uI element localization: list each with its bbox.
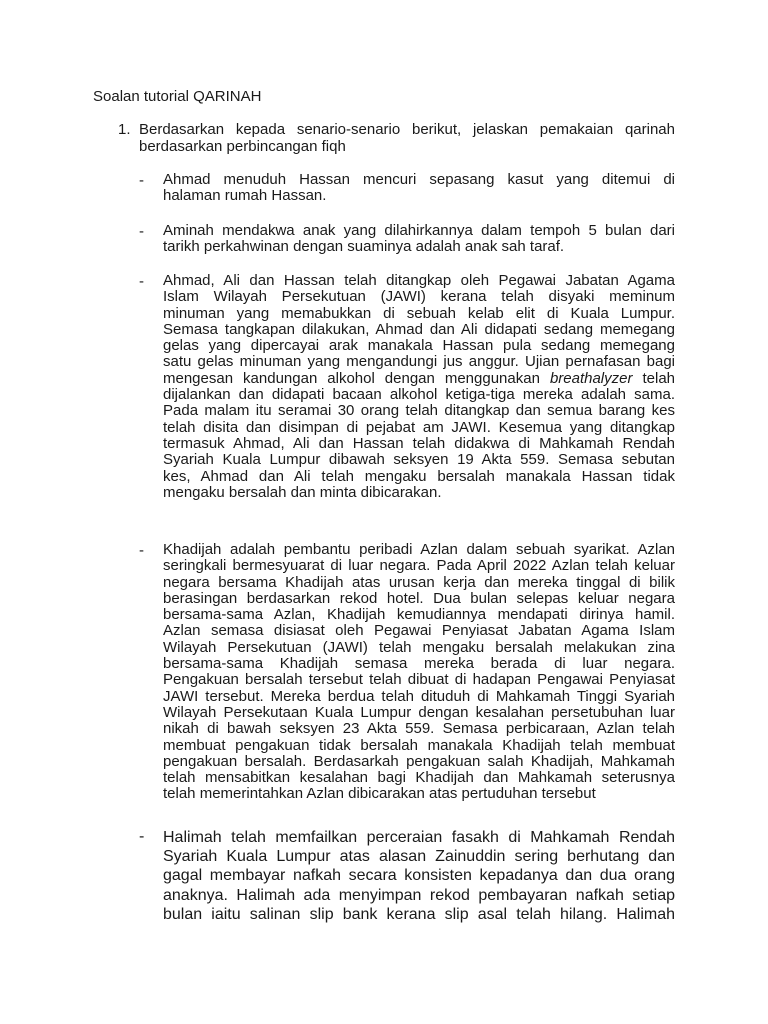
scenario-line: gelas yang dipercayai arak manakala Hassan pula sedang memegang	[163, 337, 675, 355]
scenario-line-with-italic	[163, 371, 675, 387]
scenario-line: Ahmad menuduh Hassan mencuri sepasang kasut yang ditemui di	[163, 171, 675, 188]
scenario-line: minuman yang memabukkan di sebuah kelab elit di Kuala Lumpur.	[163, 304, 675, 322]
scenario-line: bersama-sama Azlan, Khadijah kemudiannya mendapati dirinya hamil.	[163, 606, 675, 624]
scenario-line: bersama-sama Khadijah semasa mereka berada di luar negara.	[163, 655, 675, 673]
scenario-line: kes, Ahmad dan Ali telah mengaku bersalah manakala Hassan tidak	[163, 467, 675, 485]
scenario-line: Islam Wilayah Persekutuan (JAWI) kerana telah disyaki meminum	[163, 288, 675, 306]
italic-term: breathalyzer	[549, 369, 633, 387]
bullet-marker: -	[139, 542, 144, 559]
scenario-line: Pada malam itu seramai 30 orang telah ditangkap dan semua barang kes	[163, 402, 675, 420]
bullet-marker: -	[139, 223, 144, 240]
bullet-marker: -	[139, 273, 144, 290]
document-title: Soalan tutorial QARINAH	[93, 88, 262, 105]
scenario-line: Ahmad, Ali dan Hassan telah ditangkap oleh Pegawai Jabatan Agama	[163, 272, 675, 289]
scenario-line: gagal membayar nafkah secara konsisten kepadanya dan dua orang	[163, 867, 675, 885]
scenario-5	[163, 828, 675, 924]
scenario-line: pengakuan bersalah. Berdasarkah pengakuan salah Khadijah, Mahkamah	[163, 752, 675, 770]
scenario-line: membuat pengakuan tidak bersalah manakala Khadijah telah membuat	[163, 736, 675, 754]
scenario-line: mengaku bersalah dan minta dibicarakan.	[163, 483, 442, 501]
scenario-line: satu gelas minuman yang mengandungi jus anggur. Ujian pernafasan bagi	[163, 353, 675, 371]
scenario-line: seringkali bermesyuarat di luar negara. Pada April 2022 Azlan telah keluar	[163, 557, 675, 575]
scenario-line: tarikh perkahwinan dengan suaminya adalah anak sah taraf.	[163, 238, 565, 256]
scenario-line-end: telah	[642, 369, 676, 387]
question-text: Berdasarkan kepada senario-senario berikut, jelaskan pemakaian qarinah berdasarkan perbincangan fiqh	[139, 121, 675, 155]
question-number: 1.	[118, 121, 131, 138]
scenario-line: Semasa tangkapan dilakukan, Ahmad dan Ali didapati sedang memegang	[163, 320, 675, 338]
scenario-line: negara bersama Khadijah atas urusan kerja dan mereka tinggal di bilik	[163, 573, 675, 591]
bullet-marker: -	[139, 172, 144, 189]
scenario-line: telah memerintahkan Azlan dibicarakan atas pertuduhan tersebut	[163, 785, 596, 803]
scenario-line: dijalankan dan didapati bacaan alkohol ketiga-tiga mereka adalah sama.	[163, 386, 675, 404]
scenario-line: Halimah telah memfailkan perceraian fasakh di Mahkamah Rendah	[163, 829, 675, 846]
scenario-line: Wilayah Persekutaan Kuala Lumpur dengan kesalahan persetubuhan luar	[163, 703, 675, 721]
scenario-2	[163, 223, 675, 256]
scenario-4	[163, 542, 675, 803]
scenario-3	[163, 273, 675, 501]
bullet-marker: -	[139, 828, 145, 845]
scenario-line: Aminah mendakwa anak yang dilahirkannya dalam tempoh 5 bulan dari	[163, 222, 675, 239]
scenario-line: telah mensabitkan kesalahan bagi Khadijah dan Mahkamah seterusnya	[163, 769, 675, 787]
scenario-line: Azlan semasa disiasat oleh Pegawai Penyiasat Jabatan Agama Islam	[163, 622, 675, 640]
scenario-line: halaman rumah Hassan.	[163, 187, 327, 205]
scenario-1	[163, 172, 675, 205]
scenario-line: berasingan berdasarkan rekod hotel. Dua bulan selepas keluar negara	[163, 589, 675, 607]
scenario-line: anaknya. Halimah ada menyimpan rekod pembayaran nafkah setiap	[163, 886, 675, 904]
scenario-line: termasuk Ahmad, Ali dan Hassan telah didakwa di Mahkamah Rendah	[163, 434, 675, 452]
scenario-line: bulan iaitu salinan slip bank kerana slip asal telah hilang. Halimah	[163, 905, 675, 923]
scenario-line: nikah di bawah seksyen 23 Akta 559. Semasa perbicaraan, Azlan telah	[163, 720, 675, 738]
scenario-line-start: mengesan kandungan alkohol dengan menggunakan	[163, 369, 540, 387]
scenario-line: Wilayah Persekutuan (JAWI) telah mengaku bersalah melakukan zina	[163, 638, 675, 656]
scenario-line: JAWI tersebut. Mereka berdua telah dituduh di Mahkamah Tinggi Syariah	[163, 687, 675, 705]
scenario-line: telah disita dan disimpan di pejabat am JAWI. Kesemua yang ditangkap	[163, 418, 675, 436]
scenario-line: Syariah Kuala Lumpur dibawah seksyen 19 Akta 559. Semasa sebutan	[163, 451, 675, 469]
scenario-line: Khadijah adalah pembantu peribadi Azlan dalam sebuah syarikat. Azlan	[163, 541, 675, 558]
scenario-line: Pengakuan bersalah tersebut telah dibuat di hadapan Pengawai Penyiasat	[163, 671, 675, 689]
scenario-line: Syariah Kuala Lumpur atas alasan Zainuddin sering berhutang dan	[163, 848, 675, 866]
